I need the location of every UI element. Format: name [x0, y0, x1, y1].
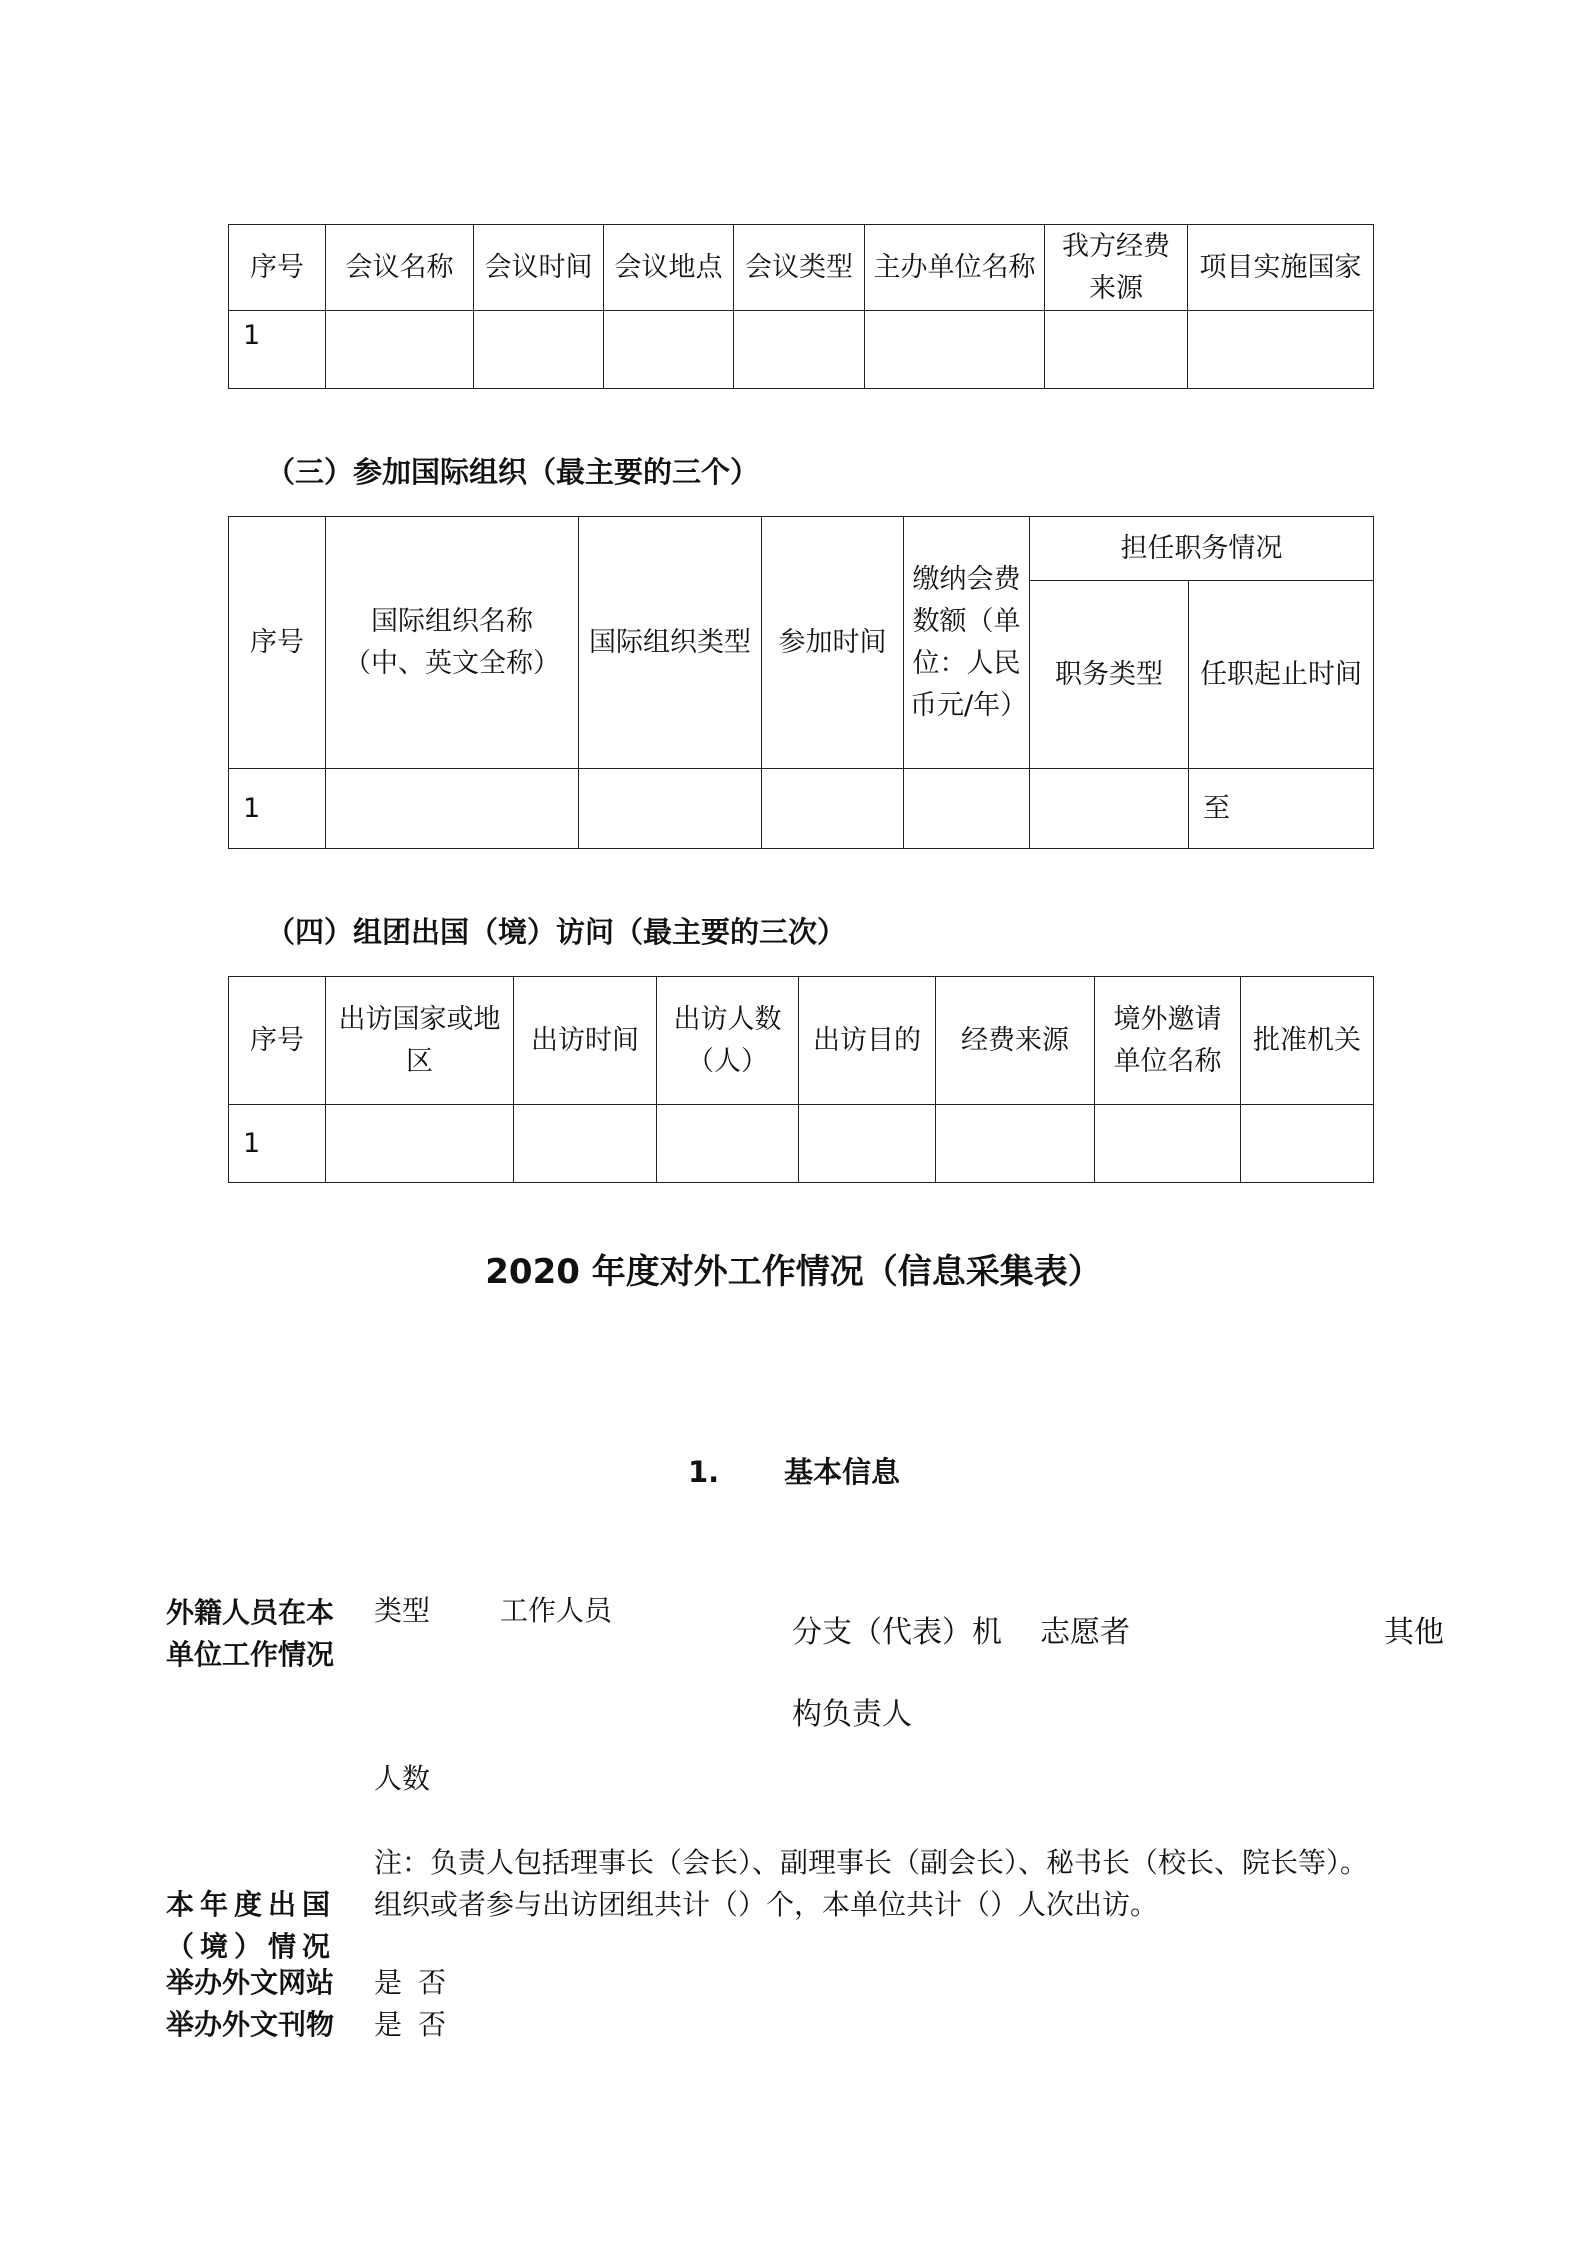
header-cell: 职务类型	[1030, 581, 1189, 769]
outbound-visit-table	[228, 976, 1374, 1183]
outbound-text: 组织或者参与出访团组共计（）个，本单位共计（）人次出访。	[374, 1888, 1159, 1921]
header-cell: 参加时间	[762, 517, 904, 769]
header-cell: 缴纳会费数额（单位：人民币元/年）	[904, 517, 1030, 769]
website-yes-option[interactable]: 是	[374, 1966, 403, 1999]
basic-info-title: 基本信息	[784, 1455, 901, 1489]
foreign-staff-branch-head-line1: 分支（代表）机	[792, 1615, 1002, 1650]
document-title: 2020 年度对外工作情况（信息采集表）	[485, 1252, 1102, 1292]
table-row	[229, 769, 1374, 849]
table-cell[interactable]	[326, 311, 474, 389]
table-cell[interactable]	[762, 769, 904, 849]
intl-org-table	[228, 516, 1374, 849]
table-cell[interactable]	[326, 1105, 514, 1183]
journal-no-option[interactable]: 否	[418, 2008, 447, 2041]
header-cell: 经费来源	[936, 977, 1095, 1105]
outbound-label: 本年度出国（境）情况	[166, 1888, 337, 1963]
table-cell[interactable]	[1188, 311, 1374, 389]
outbound-header-row	[229, 977, 1374, 1105]
foreign-staff-note: 注：负责人包括理事长（会长）、副理事长（副会长）、秘书长（校长、院长等）。	[374, 1846, 1369, 1879]
header-cell: 国际组织类型	[579, 517, 762, 769]
table-cell[interactable]: 至	[1189, 769, 1374, 849]
table-cell[interactable]	[326, 769, 579, 849]
table-cell: 1	[229, 769, 326, 849]
foreign-staff-count-label: 人数	[374, 1762, 431, 1795]
journal-yes-option[interactable]: 是	[374, 2008, 403, 2041]
table-cell: 1	[229, 1105, 326, 1183]
foreign-staff-volunteer: 志愿者	[1040, 1615, 1130, 1650]
header-cell: 会议时间	[474, 225, 604, 311]
header-cell: 我方经费来源	[1045, 225, 1188, 311]
header-cell: 出访国家或地区	[326, 977, 514, 1105]
website-label: 举办外文网站	[166, 1966, 335, 1999]
table-cell[interactable]	[865, 311, 1045, 389]
table-cell[interactable]	[657, 1105, 799, 1183]
table-cell[interactable]	[734, 311, 865, 389]
section3-heading: （三）参加国际组织（最主要的三个）	[266, 455, 760, 489]
foreign-staff-branch-head-line2: 构负责人	[792, 1697, 912, 1732]
foreign-staff-staff: 工作人员	[500, 1594, 613, 1627]
journal-label: 举办外文刊物	[166, 2008, 335, 2041]
header-cell: 任职起止时间	[1189, 581, 1374, 769]
section4-heading: （四）组团出国（境）访问（最主要的三次）	[266, 915, 847, 949]
table-cell[interactable]	[1095, 1105, 1241, 1183]
table-cell[interactable]	[514, 1105, 657, 1183]
foreign-staff-other: 其他	[1384, 1615, 1444, 1650]
header-cell: 会议类型	[734, 225, 865, 311]
header-cell: 出访时间	[514, 977, 657, 1105]
foreign-staff-label: 外籍人员在本单位工作情况	[166, 1596, 335, 1671]
basic-info-number: 1.	[688, 1455, 720, 1489]
table-cell[interactable]	[579, 769, 762, 849]
table-cell: 1	[229, 311, 326, 389]
header-cell: 序号	[229, 225, 326, 311]
header-cell: 主办单位名称	[865, 225, 1045, 311]
foreign-staff-type-label: 类型	[374, 1594, 431, 1627]
table-cell[interactable]	[1241, 1105, 1374, 1183]
meeting-table-header-row	[229, 225, 1374, 311]
header-cell: 出访目的	[799, 977, 936, 1105]
header-cell: 项目实施国家	[1188, 225, 1374, 311]
table-cell[interactable]	[474, 311, 604, 389]
header-cell: 国际组织名称（中、英文全称）	[326, 517, 579, 769]
header-cell: 序号	[229, 977, 326, 1105]
table-cell[interactable]	[936, 1105, 1095, 1183]
header-cell: 批准机关	[1241, 977, 1374, 1105]
header-cell: 境外邀请单位名称	[1095, 977, 1241, 1105]
website-no-option[interactable]: 否	[418, 1966, 447, 1999]
header-cell: 担任职务情况	[1030, 517, 1374, 581]
table-cell[interactable]	[604, 311, 734, 389]
table-row	[229, 311, 1374, 389]
table-row	[229, 1105, 1374, 1183]
header-cell: 会议名称	[326, 225, 474, 311]
table-cell[interactable]	[799, 1105, 936, 1183]
table-cell[interactable]	[1045, 311, 1188, 389]
table-cell[interactable]	[1030, 769, 1189, 849]
header-cell: 出访人数（人）	[657, 977, 799, 1105]
header-cell: 会议地点	[604, 225, 734, 311]
meeting-table	[228, 224, 1374, 389]
header-cell: 序号	[229, 517, 326, 769]
table-cell[interactable]	[904, 769, 1030, 849]
intl-org-header-row	[229, 517, 1374, 581]
